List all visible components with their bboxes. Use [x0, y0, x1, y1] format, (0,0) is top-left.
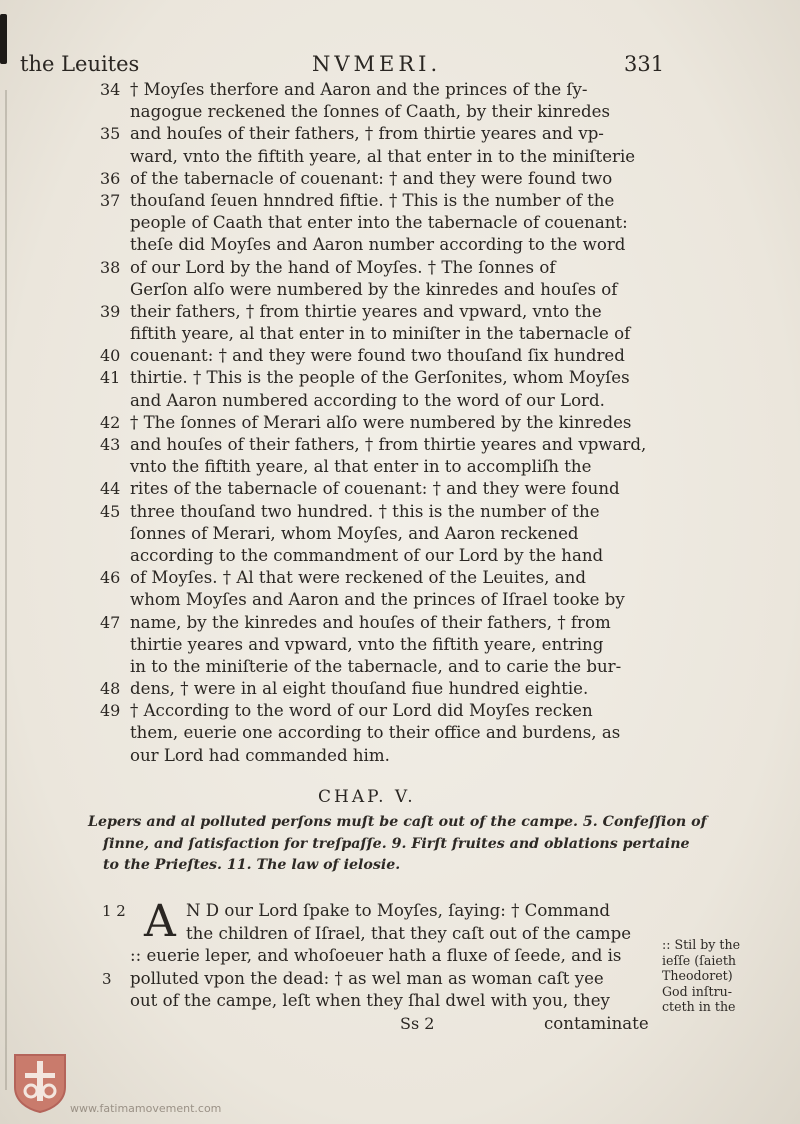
line-text: of the tabernacle of couenant: † and they were found two — [130, 168, 613, 188]
verse-number: 42 — [100, 412, 121, 432]
verse-number: 35 — [100, 124, 121, 144]
line-text: and Aaron numbered according to the word of our Lord. — [130, 390, 605, 410]
margin-note-line: :: Stil by the — [662, 937, 741, 952]
text-line — [0, 545, 800, 567]
text-line — [0, 323, 800, 345]
footer-url: www.fatimamovement.com — [70, 1102, 222, 1115]
line-text: † According to the word of our Lord did Moyſes recken — [130, 701, 593, 721]
shield-logo-icon — [13, 1053, 67, 1113]
line-text: rites of the tabernacle of couenant: † and they were found — [130, 479, 620, 499]
line-text: thouſand ſeuen hnndred fiftie. † This is the number of the — [130, 190, 615, 210]
verse-number: 34 — [100, 80, 121, 99]
text-line — [0, 523, 800, 545]
text-line — [0, 900, 800, 923]
line-text: ward, vnto the fiftith yeare, al that enter in to the miniſterie — [130, 146, 636, 166]
verse-number: 45 — [100, 501, 121, 521]
verse-number: 40 — [100, 346, 121, 366]
line-text: † The ſonnes of Merari alſo were numbered by the kinredes — [130, 412, 632, 432]
drop-capital: A — [144, 896, 176, 947]
text-line — [0, 146, 800, 168]
text-line — [0, 212, 800, 234]
text-line — [0, 634, 800, 656]
verse-number: 36 — [100, 168, 121, 188]
text-line — [0, 501, 800, 523]
text-line — [0, 345, 800, 367]
text-line — [0, 279, 800, 301]
text-line — [0, 478, 800, 500]
text-line — [0, 567, 800, 589]
verse-number: 3 — [102, 969, 112, 988]
header-left-text: the Leuites — [20, 52, 140, 76]
line-text: thirtie yeares and vpward, vnto the fiftith yeare, entring — [130, 634, 604, 654]
text-line — [0, 745, 800, 767]
verse-number: 43 — [100, 435, 121, 454]
line-text: the children of Iſrael, that they caſt out of the campe — [186, 923, 632, 943]
line-text: in to the miniſterie of the tabernacle, and to carie the bur- — [130, 656, 622, 676]
text-line — [0, 257, 800, 279]
line-text: name, by the kinredes and houſes of their fathers, † from — [130, 612, 611, 632]
summary-line: ſinne, and ſatisfaction for treſpaſſe. 9. Firſt fruites and oblations pertaine — [103, 835, 690, 852]
text-line — [0, 456, 800, 478]
verse-number: 44 — [100, 479, 121, 499]
summary-line: to the Prieſtes. 11. The law of ielosie. — [103, 857, 401, 873]
verse-number: 46 — [100, 568, 121, 588]
text-line — [0, 390, 800, 412]
text-line — [0, 168, 800, 190]
line-text: polluted vpon the dead: † as wel man as woman caſt yee — [130, 968, 604, 988]
text-line — [0, 434, 800, 456]
line-text: ſonnes of Merari, whom Moyſes, and Aaron reckened — [130, 523, 579, 543]
chapter-4-text-block — [0, 79, 800, 767]
margin-note-line: cteth in the — [662, 999, 736, 1014]
margin-note — [662, 937, 772, 1015]
line-text: :: euerie leper, and whoſoeuer hath a fluxe of ſeede, and is — [130, 946, 622, 966]
text-line — [0, 367, 800, 389]
line-text: out of the campe, leſt when they ſhal dwel with you, they — [130, 991, 610, 1011]
margin-note-line: Theodoret) — [662, 968, 733, 983]
line-text: thirtie. † This is the people of the Gerſonites, whom Moyſes — [130, 368, 630, 388]
text-line — [0, 301, 800, 323]
summary-line: Lepers and al polluted perſons muſt be caſt out of the campe. 5. Confeſſion of — [88, 814, 707, 830]
text-line — [0, 123, 800, 145]
line-text: whom Moyſes and Aaron and the princes of Iſrael tooke by — [130, 590, 625, 610]
text-line — [0, 101, 800, 123]
text-line — [0, 722, 800, 744]
verse-number: 1 2 — [102, 902, 126, 920]
line-text: dens, † were in al eight thouſand fiue hundred eightie. — [130, 679, 589, 699]
margin-note-line: ieſſe (ſaieth — [662, 952, 736, 968]
line-text: their fathers, † from thirtie yeares and vpward, vnto the — [130, 301, 602, 321]
signature-mark: Ss 2 — [400, 1014, 435, 1033]
line-text: of Moyſes. † Al that were reckened of the Leuites, and — [130, 568, 586, 588]
text-line — [0, 678, 800, 700]
verse-number: 37 — [100, 190, 121, 210]
line-text: nagogue reckened the ſonnes of Caath, by their kinredes — [130, 102, 611, 122]
line-text: three thouſand two hundred. † this is the number of the — [130, 501, 600, 521]
text-line — [0, 412, 800, 434]
line-text: our Lord had commanded him. — [130, 745, 390, 765]
verse-number: 48 — [100, 679, 121, 699]
running-header — [0, 52, 800, 82]
line-text: fiftith yeare, al that enter in to miniſter in the tabernacle of — [130, 324, 631, 344]
line-text: according to the commandment of our Lord by the hand — [130, 545, 604, 565]
text-line — [0, 656, 800, 678]
line-text: theſe did Moyſes and Aaron number according to the word — [130, 235, 626, 255]
text-line — [0, 589, 800, 611]
chapter-heading: CHAP. V. — [318, 787, 416, 807]
chapter-summary — [88, 812, 707, 877]
text-line — [0, 700, 800, 722]
catchword: contaminate — [544, 1014, 649, 1033]
verse-number: 39 — [100, 301, 121, 321]
margin-note-line: God inſtru- — [662, 983, 732, 999]
text-line — [0, 190, 800, 212]
line-text: vnto the fiftith yeare, al that enter in to accompliſh the — [130, 457, 592, 477]
line-text: them, euerie one according to their office and burdens, as — [130, 723, 621, 743]
line-text: of our Lord by the hand of Moyſes. † The ſonnes of — [130, 257, 556, 277]
verse-number: 47 — [100, 612, 121, 632]
page-number: 331 — [624, 52, 665, 76]
verse-number: 38 — [100, 257, 121, 277]
line-text: N D our Lord ſpake to Moyſes, ſaying: † Command — [186, 901, 611, 920]
line-text: † Moyſes therfore and Aaron and the princes of the ſy- — [130, 80, 588, 99]
header-book-title: NVMERI. — [312, 52, 442, 76]
line-text: and houſes of their fathers, † from thirtie yeares and vp- — [130, 124, 604, 144]
verse-number: 41 — [100, 368, 121, 388]
text-line — [0, 79, 800, 101]
line-text: Gerſon alſo were numbered by the kinredes and houſes of — [130, 279, 618, 299]
text-line — [0, 612, 800, 634]
text-line — [0, 234, 800, 256]
verse-number: 49 — [100, 701, 121, 721]
line-text: couenant: † and they were found two thouſand ſix hundred — [130, 346, 625, 366]
line-text: and houſes of their fathers, † from thirtie yeares and vpward, — [130, 435, 647, 454]
line-text: people of Caath that enter into the tabernacle of couenant: — [130, 213, 628, 233]
